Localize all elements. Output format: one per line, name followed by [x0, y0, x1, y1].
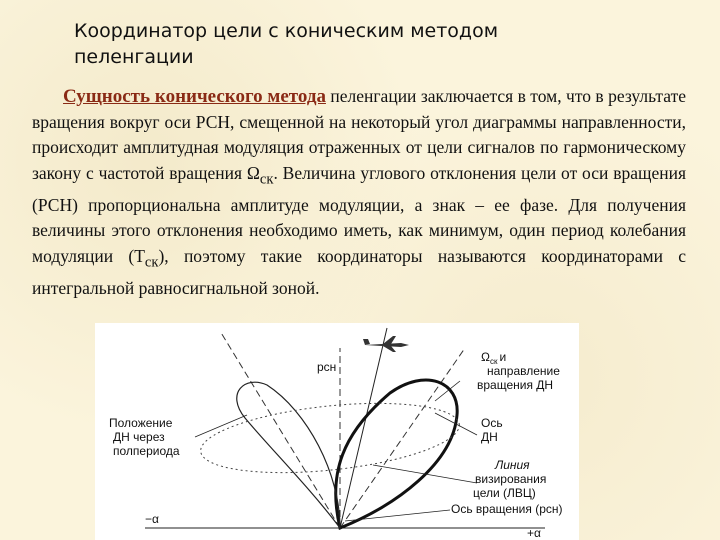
slide-title	[74, 18, 674, 70]
paragraph-part-2: . Величина углового отклонения цели от оси вращения (РСН) пропорциональна амплитуде модуляции, а знак – ее фазе. Для получения величины этого отклонения необходимо иметь, как минимум, один период колебания модуляции (Т	[32, 162, 687, 266]
label-direction-2: вращения ДН	[477, 378, 554, 392]
paragraph-part-1: пеленгации заключается в том, что в результате вращения вокруг оси РСН, смещенной на некоторый угол диаграммы направленности, происходит амплитудная модуляция отраженных от цели сигналов по гармоническому закону с частотой вращения Ω	[32, 86, 687, 183]
aircraft-icon	[363, 336, 409, 352]
diagram-svg	[95, 323, 579, 540]
omega-subscript: ск	[259, 171, 274, 187]
label-los-3: цели (ЛВЦ)	[473, 486, 536, 500]
slide-title-line-1: Координатор цели с коническим методом	[74, 20, 499, 42]
label-rsn: рсн	[317, 360, 337, 374]
period-subscript: ск	[144, 254, 159, 270]
lead-phrase: Сущность конического метода	[63, 86, 326, 107]
label-direction-1: направление	[487, 364, 560, 378]
paragraph-part-3: ), поэтому такие координаторы называются координаторами с интегральной равносигнальной зоной.	[32, 245, 686, 298]
label-position-3: полпериода	[113, 444, 180, 458]
label-los-1: Линия	[495, 458, 530, 472]
beam-lobe-main	[336, 380, 458, 528]
leader-rotation-axis	[345, 510, 450, 521]
label-beam-axis-1: Ось	[481, 416, 503, 430]
rotation-circle	[197, 393, 462, 484]
body-paragraph	[32, 84, 686, 301]
label-position-1: Положение	[109, 416, 173, 430]
label-position-2: ДН через	[113, 430, 165, 444]
leader-los	[373, 465, 477, 483]
line-of-sight	[340, 328, 387, 528]
beam-lobe-half-period	[237, 382, 340, 528]
conical-scan-diagram	[95, 323, 579, 540]
label-minus-alpha: −α	[145, 512, 159, 526]
leader-half-period	[195, 415, 247, 437]
beam-axis-line	[340, 348, 465, 528]
slide-title-line-2: пеленгации	[74, 46, 194, 68]
label-omega: $\Omega_{ск}$ и	[481, 350, 507, 366]
label-rotation-axis: Ось вращения (рсн)	[451, 502, 563, 516]
label-beam-axis-2: ДН	[481, 430, 498, 444]
label-plus-alpha: +α	[527, 526, 541, 540]
label-los-2: визирования	[475, 472, 547, 486]
